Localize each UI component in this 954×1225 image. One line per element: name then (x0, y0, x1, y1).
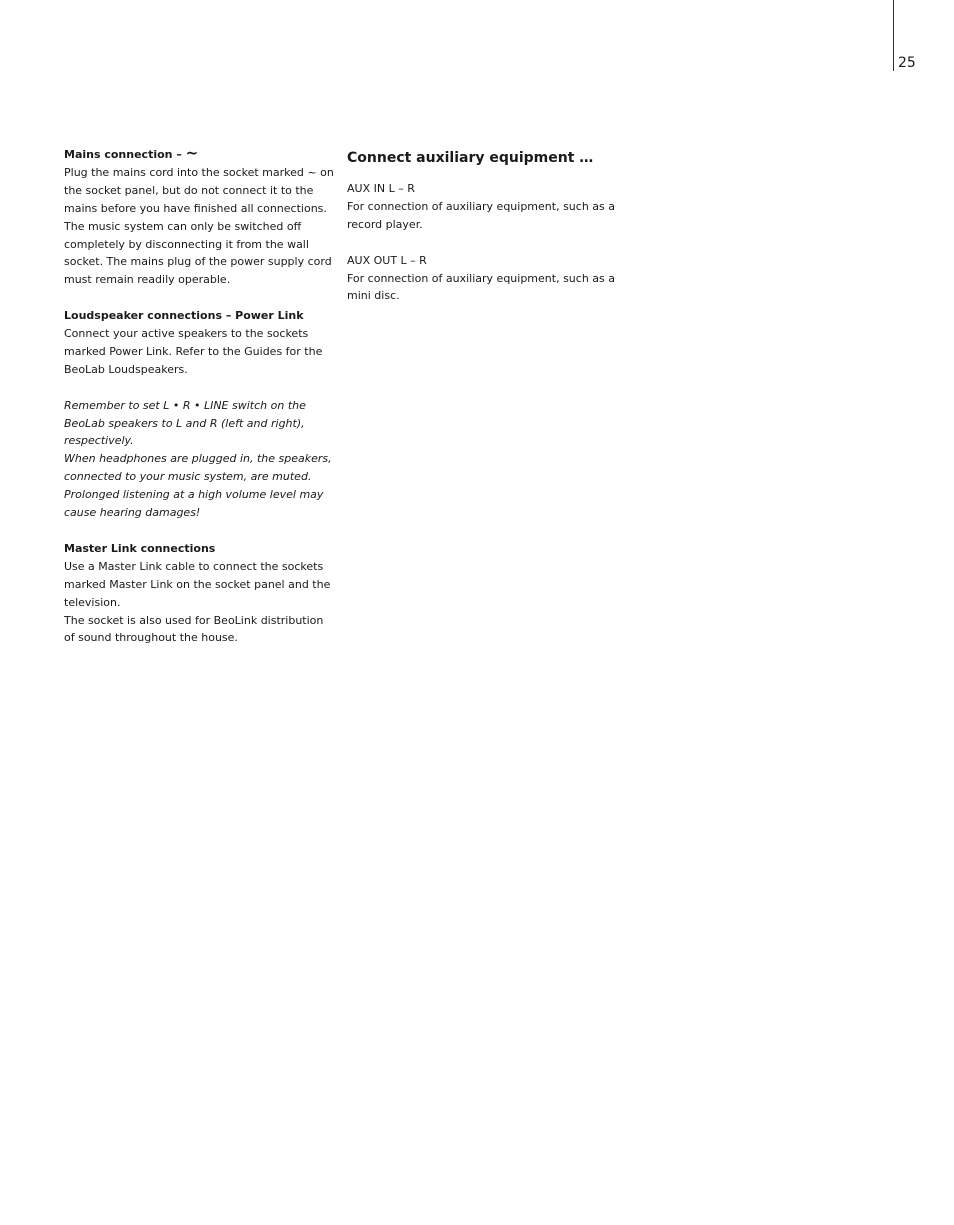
right-column (347, 148, 617, 305)
mains-body: Plug the mains cord into the socket marked ~ on the socket panel, but do not connect it to the mains before you have finished all connections. The music system can only be switched off completely by disconnecting it from the wall socket. The mains plug of the power supply cord must remain readily operable. (64, 165, 334, 287)
masterlink-body-cable: Use a Master Link cable to connect the sockets marked Master Link on the socket panel and the television. (64, 559, 331, 609)
masterlink-heading: Master Link connections (64, 541, 216, 555)
masterlink-body-beolink: The socket is also used for BeoLink distribution of sound throughout the house. (64, 613, 324, 645)
aux-out-body: For connection of auxiliary equipment, such as a mini disc. (347, 271, 615, 303)
left-column (64, 146, 334, 647)
aux-in-section (347, 180, 617, 234)
mains-heading (64, 146, 334, 164)
mains-section (64, 146, 334, 289)
loudspeaker-note-headphones: When headphones are plugged in, the speakers, connected to your music system, are muted. Prolonged listening at a high volume level may cause hearing damages! (64, 452, 332, 520)
loudspeaker-note-switch: Remember to set L • R • LINE switch on the BeoLab speakers to L and R (left and right), respectively. (64, 398, 306, 448)
aux-out-label: AUX OUT L – R (347, 253, 427, 267)
masterlink-section (64, 540, 334, 647)
page-number: 25 (898, 55, 916, 71)
aux-in-label: AUX IN L – R (347, 182, 415, 195)
mains-heading-text: Mains connection – (64, 148, 182, 161)
loudspeaker-heading: Loudspeaker connections – Power Link (64, 309, 304, 323)
aux-in-body: For connection of auxiliary equipment, such as a record player. (347, 199, 615, 231)
page-margin-rule (893, 0, 894, 71)
aux-out-section (347, 252, 617, 306)
loudspeaker-section (64, 307, 334, 522)
loudspeaker-body: Connect your active speakers to the sockets marked Power Link. Refer to the Guides for the BeoLab Loudspeakers. (64, 327, 323, 376)
aux-section-heading: Connect auxiliary equipment … (347, 150, 594, 166)
mains-symbol-icon: ~ (185, 144, 199, 162)
